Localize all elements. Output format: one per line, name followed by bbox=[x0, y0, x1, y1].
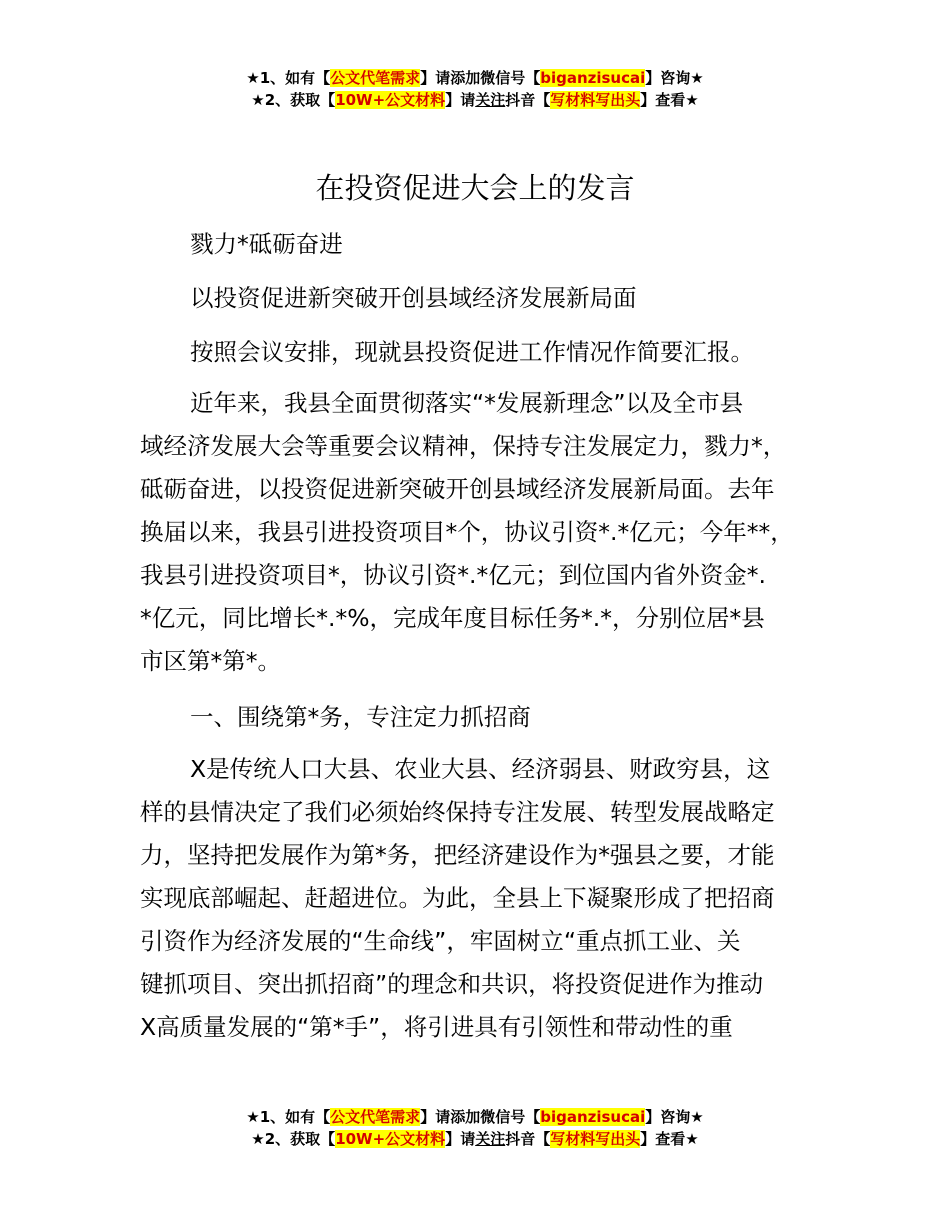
document-body bbox=[140, 331, 840, 374]
banner-underline: 关注 bbox=[475, 91, 506, 109]
document-body bbox=[140, 382, 840, 683]
banner-highlight: 公文代笔需求 bbox=[330, 1108, 421, 1126]
banner-highlight: biganzisucai bbox=[540, 69, 646, 87]
banner-underline: 关注 bbox=[475, 1130, 506, 1148]
banner-line-2 bbox=[0, 1128, 950, 1150]
paragraph bbox=[140, 748, 840, 1049]
text-line: 换届以来，我县引进投资项目*个，协议引资*.*亿元；今年**， bbox=[140, 518, 794, 546]
text-line: 按照会议安排，现就县投资促进工作情况作简要汇报。 bbox=[190, 338, 754, 366]
banner-text: ★2、获取【 bbox=[251, 1130, 336, 1148]
text-line: 一、围绕第*务，专注定力抓招商 bbox=[190, 703, 531, 731]
banner-line-1 bbox=[0, 1106, 950, 1128]
document-title: 在投资促进大会上的发言 bbox=[315, 171, 635, 205]
banner-highlight: 公文代笔需求 bbox=[330, 69, 421, 87]
banner-text: 】咨询★ bbox=[645, 69, 704, 87]
banner-line-1 bbox=[0, 67, 950, 89]
text-line: 砥砺奋进，以投资促进新突破开创县域经济发展新局面。去年 bbox=[140, 475, 775, 503]
banner-text: 】查看★ bbox=[640, 91, 699, 109]
banner-text: 】请 bbox=[445, 91, 476, 109]
banner-text: 】请添加微信号【 bbox=[420, 1108, 541, 1126]
banner-text: 】咨询★ bbox=[645, 1108, 704, 1126]
section-heading bbox=[140, 696, 840, 739]
paragraph bbox=[140, 331, 840, 374]
paragraph bbox=[140, 382, 840, 683]
text-line: *亿元，同比增长*.*%，完成年度目标任务*.*，分别位居*县 bbox=[140, 604, 765, 632]
document-body bbox=[140, 223, 840, 266]
banner-text: 】请 bbox=[445, 1130, 476, 1148]
text-line: 样的县情决定了我们必须始终保持专注发展、转型发展战略定 bbox=[140, 798, 775, 826]
text-line: 键抓项目、突出抓招商”的理念和共识，将投资促进作为推动 bbox=[140, 970, 764, 998]
banner-text: 】查看★ bbox=[640, 1130, 699, 1148]
document-body bbox=[140, 277, 840, 320]
banner-text: 抖音【 bbox=[505, 1130, 551, 1148]
text-line: 力，坚持把发展作为第*务，把经济建设作为*强县之要，才能 bbox=[140, 841, 775, 869]
text-line: 引资作为经济发展的“生命线”，牢固树立“重点抓工业、关 bbox=[140, 927, 741, 955]
banner-text: ★1、如有【 bbox=[246, 69, 331, 87]
text-line: 戮力*砥砺奋进 bbox=[190, 230, 343, 258]
text-line: 市区第*第*。 bbox=[140, 647, 281, 675]
text-line: X是传统人口大县、农业大县、经济弱县、财政穷县，这 bbox=[190, 755, 771, 783]
banner-text: 抖音【 bbox=[505, 91, 551, 109]
text-line: 近年来，我县全面贯彻落实“*发展新理念”以及全市县 bbox=[190, 389, 744, 417]
banner-highlight: 写材料写出头 bbox=[550, 1130, 641, 1148]
text-line: X高质量发展的“第*手”，将引进具有引领性和带动性的重 bbox=[140, 1013, 733, 1041]
banner-text: ★2、获取【 bbox=[251, 91, 336, 109]
document-body bbox=[140, 748, 840, 1049]
banner-highlight: biganzisucai bbox=[540, 1108, 646, 1126]
text-line: 我县引进投资项目*，协议引资*.*亿元；到位国内省外资金*. bbox=[140, 561, 766, 589]
banner-line-2 bbox=[0, 89, 950, 111]
text-line: 域经济发展大会等重要会议精神，保持专注发展定力，戮力*， bbox=[140, 432, 787, 460]
banner-text: ★1、如有【 bbox=[246, 1108, 331, 1126]
text-line: 实现底部崛起、赶超进位。为此，全县上下凝聚形成了把招商 bbox=[140, 884, 775, 912]
footer-banner bbox=[0, 1106, 950, 1150]
document-body bbox=[140, 696, 840, 739]
text-line: 以投资促进新突破开创县域经济发展新局面 bbox=[190, 284, 637, 312]
banner-highlight: 10W+公文材料 bbox=[335, 91, 446, 109]
paragraph bbox=[140, 277, 840, 320]
banner-highlight: 写材料写出头 bbox=[550, 91, 641, 109]
paragraph bbox=[140, 223, 840, 266]
header-banner bbox=[0, 67, 950, 111]
banner-text: 】请添加微信号【 bbox=[420, 69, 541, 87]
banner-highlight: 10W+公文材料 bbox=[335, 1130, 446, 1148]
